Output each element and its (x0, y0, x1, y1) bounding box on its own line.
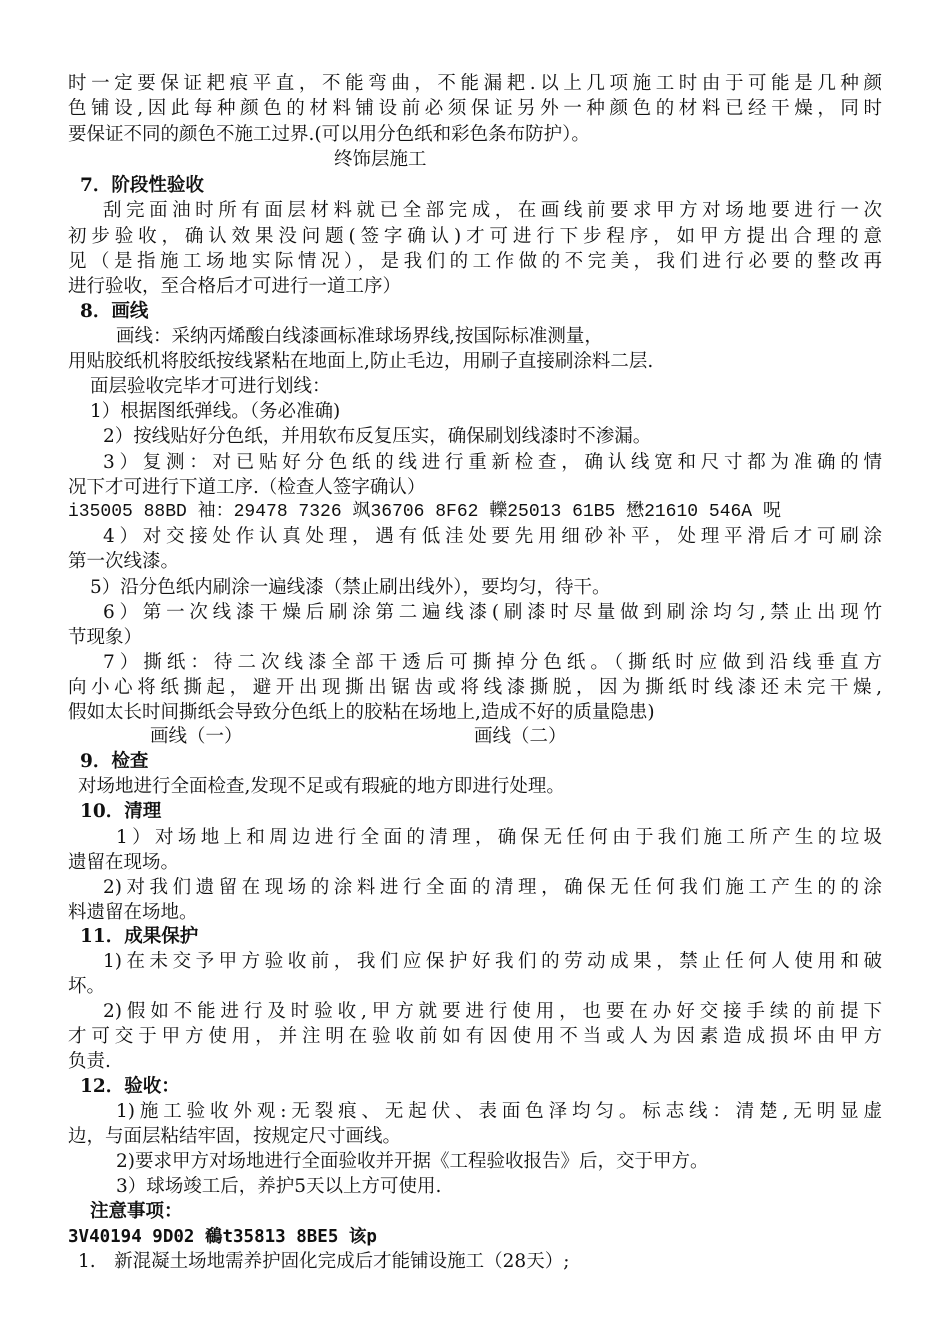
text-line: 1）对场地上和周边进行全面的清理，确保无任何由于我们施工所产生的垃圾 (116, 827, 882, 848)
text-line: 才可交于甲方使用，并注明在验收前如有因使用不当或人为因素造成损坏由甲方 (68, 1026, 882, 1047)
text-line: 面层验收完毕才可进行划线： (90, 376, 331, 397)
caption: 终饰层施工 (334, 149, 427, 170)
text-line: 向小心将纸撕起，避开出现撕出锯齿或将线漆撕脱，因为撕纸时线漆还未完干燥, (68, 677, 882, 698)
text-line: 刮完面油时所有面层材料就已全部完成，在画线前要求甲方对场地要进行一次 (103, 200, 882, 221)
text-line: 1)施工验收外观:无裂痕、无起伏、表面色泽均匀。标志线：清楚,无明显虚 (116, 1101, 882, 1122)
text-line: 3）复测：对已贴好分色纸的线进行重新检查，确认线宽和尺寸都为准确的情 (103, 452, 882, 473)
text-line: 况下才可进行下道工序.（检查人签字确认） (68, 477, 426, 498)
text-line: 4）对交接处作认真处理，遇有低洼处要先用细砂补平，处理平滑后才可刷涂 (103, 526, 882, 547)
text-line: 假如太长时间撕纸会导致分色纸上的胶粘在场地上,造成不好的质量隐患) (68, 702, 655, 723)
list-item: 1. 新混凝土场地需养护固化完成后才能铺设施工（28天）; (78, 1251, 570, 1272)
text-line: 用贴胶纸机将胶纸按线紧粘在地面上,防止毛边，用刷子直接刷涂料二层. (68, 351, 654, 372)
text-line: 对场地进行全面检查,发现不足或有瑕疵的地方即进行处理。 (78, 776, 565, 797)
text-line: 1)在未交予甲方验收前，我们应保护好我们的劳动成果，禁止任何人使用和破 (103, 951, 882, 972)
caption: 画线（二） (474, 726, 567, 747)
text-line: 料遗留在场地。 (68, 902, 198, 923)
section-heading: 7．阶段性验收 (80, 175, 204, 196)
text-line: 1）根据图纸弹线。（务必准确) (90, 401, 341, 422)
text-line: 边，与面层粘结牢固，按规定尺寸画线。 (68, 1126, 402, 1147)
section-heading: 12．验收： (80, 1076, 180, 1097)
section-heading: 9．检查 (80, 751, 149, 772)
text-line: 时一定要保证耙痕平直，不能弯曲，不能漏耙.以上几项施工时由于可能是几种颜 (68, 73, 882, 94)
text-line: 节现象） (68, 627, 143, 648)
text-line: 2)假如不能进行及时验收,甲方就要进行使用，也要在办好交接手续的前提下 (103, 1001, 882, 1022)
text-line: 第一次线漆。 (68, 551, 180, 572)
text-line: 进行验收，至合格后才可进行一道工序） (68, 276, 402, 297)
garbled-line: i35005 88BD 袖：29478 7326 飒36706 8F62 轢25013 61B5 懋21610 546A 呪 (68, 502, 781, 522)
caption: 画线（一） (150, 726, 243, 747)
text-line: 见（是指施工场地实际情况），是我们的工作做的不完美，我们进行必要的整改再 (68, 251, 882, 272)
garbled-line: 3V40194 9D02 鵗t35813 8BE5 该p (68, 1227, 377, 1247)
text-line: 2）按线贴好分色纸，并用软布反复压实，确保刷划线漆时不渗漏。 (103, 426, 652, 447)
text-line: 7）撕纸：待二次线漆全部干透后可撕掉分色纸。（撕纸时应做到沿线垂直方 (103, 652, 882, 673)
text-line: 色铺设,因此每种颜色的材料铺设前必须保证另外一种颜色的材料已经干燥，同时 (68, 98, 882, 119)
text-line: 画线：采纳丙烯酸白线漆画标准球场界线,按国际标准测量， (116, 326, 603, 347)
text-line: 2)对我们遗留在现场的涂料进行全面的清理，确保无任何我们施工产生的的涂 (103, 877, 882, 898)
section-heading: 10．清理 (80, 801, 162, 822)
text-line: 3）球场竣工后，养护5天以上方可使用. (116, 1176, 442, 1197)
text-line: 6）第一次线漆干燥后刷涂第二遍线漆(刷漆时尽量做到刷涂均匀,禁止出现竹 (103, 602, 882, 623)
section-heading: 11．成果保护 (80, 926, 199, 947)
section-heading: 8．画线 (80, 301, 149, 322)
text-line: 遗留在现场。 (68, 852, 180, 873)
text-line: 初步验收，确认效果没问题(签字确认)才可进行下步程序，如甲方提出合理的意 (68, 226, 882, 247)
text-line: 要保证不同的颜色不施工过界.(可以用分色纸和彩色条布防护）。 (68, 124, 590, 145)
text-line: 5）沿分色纸内刷涂一遍线漆（禁止刷出线外），要均匀，待干。 (90, 577, 611, 598)
text-line: 坏。 (68, 976, 106, 997)
text-line: 负责. (68, 1051, 111, 1072)
section-heading: 注意事项： (90, 1201, 183, 1222)
text-line: 2)要求甲方对场地进行全面验收并开据《工程验收报告》后，交于甲方。 (116, 1151, 709, 1172)
